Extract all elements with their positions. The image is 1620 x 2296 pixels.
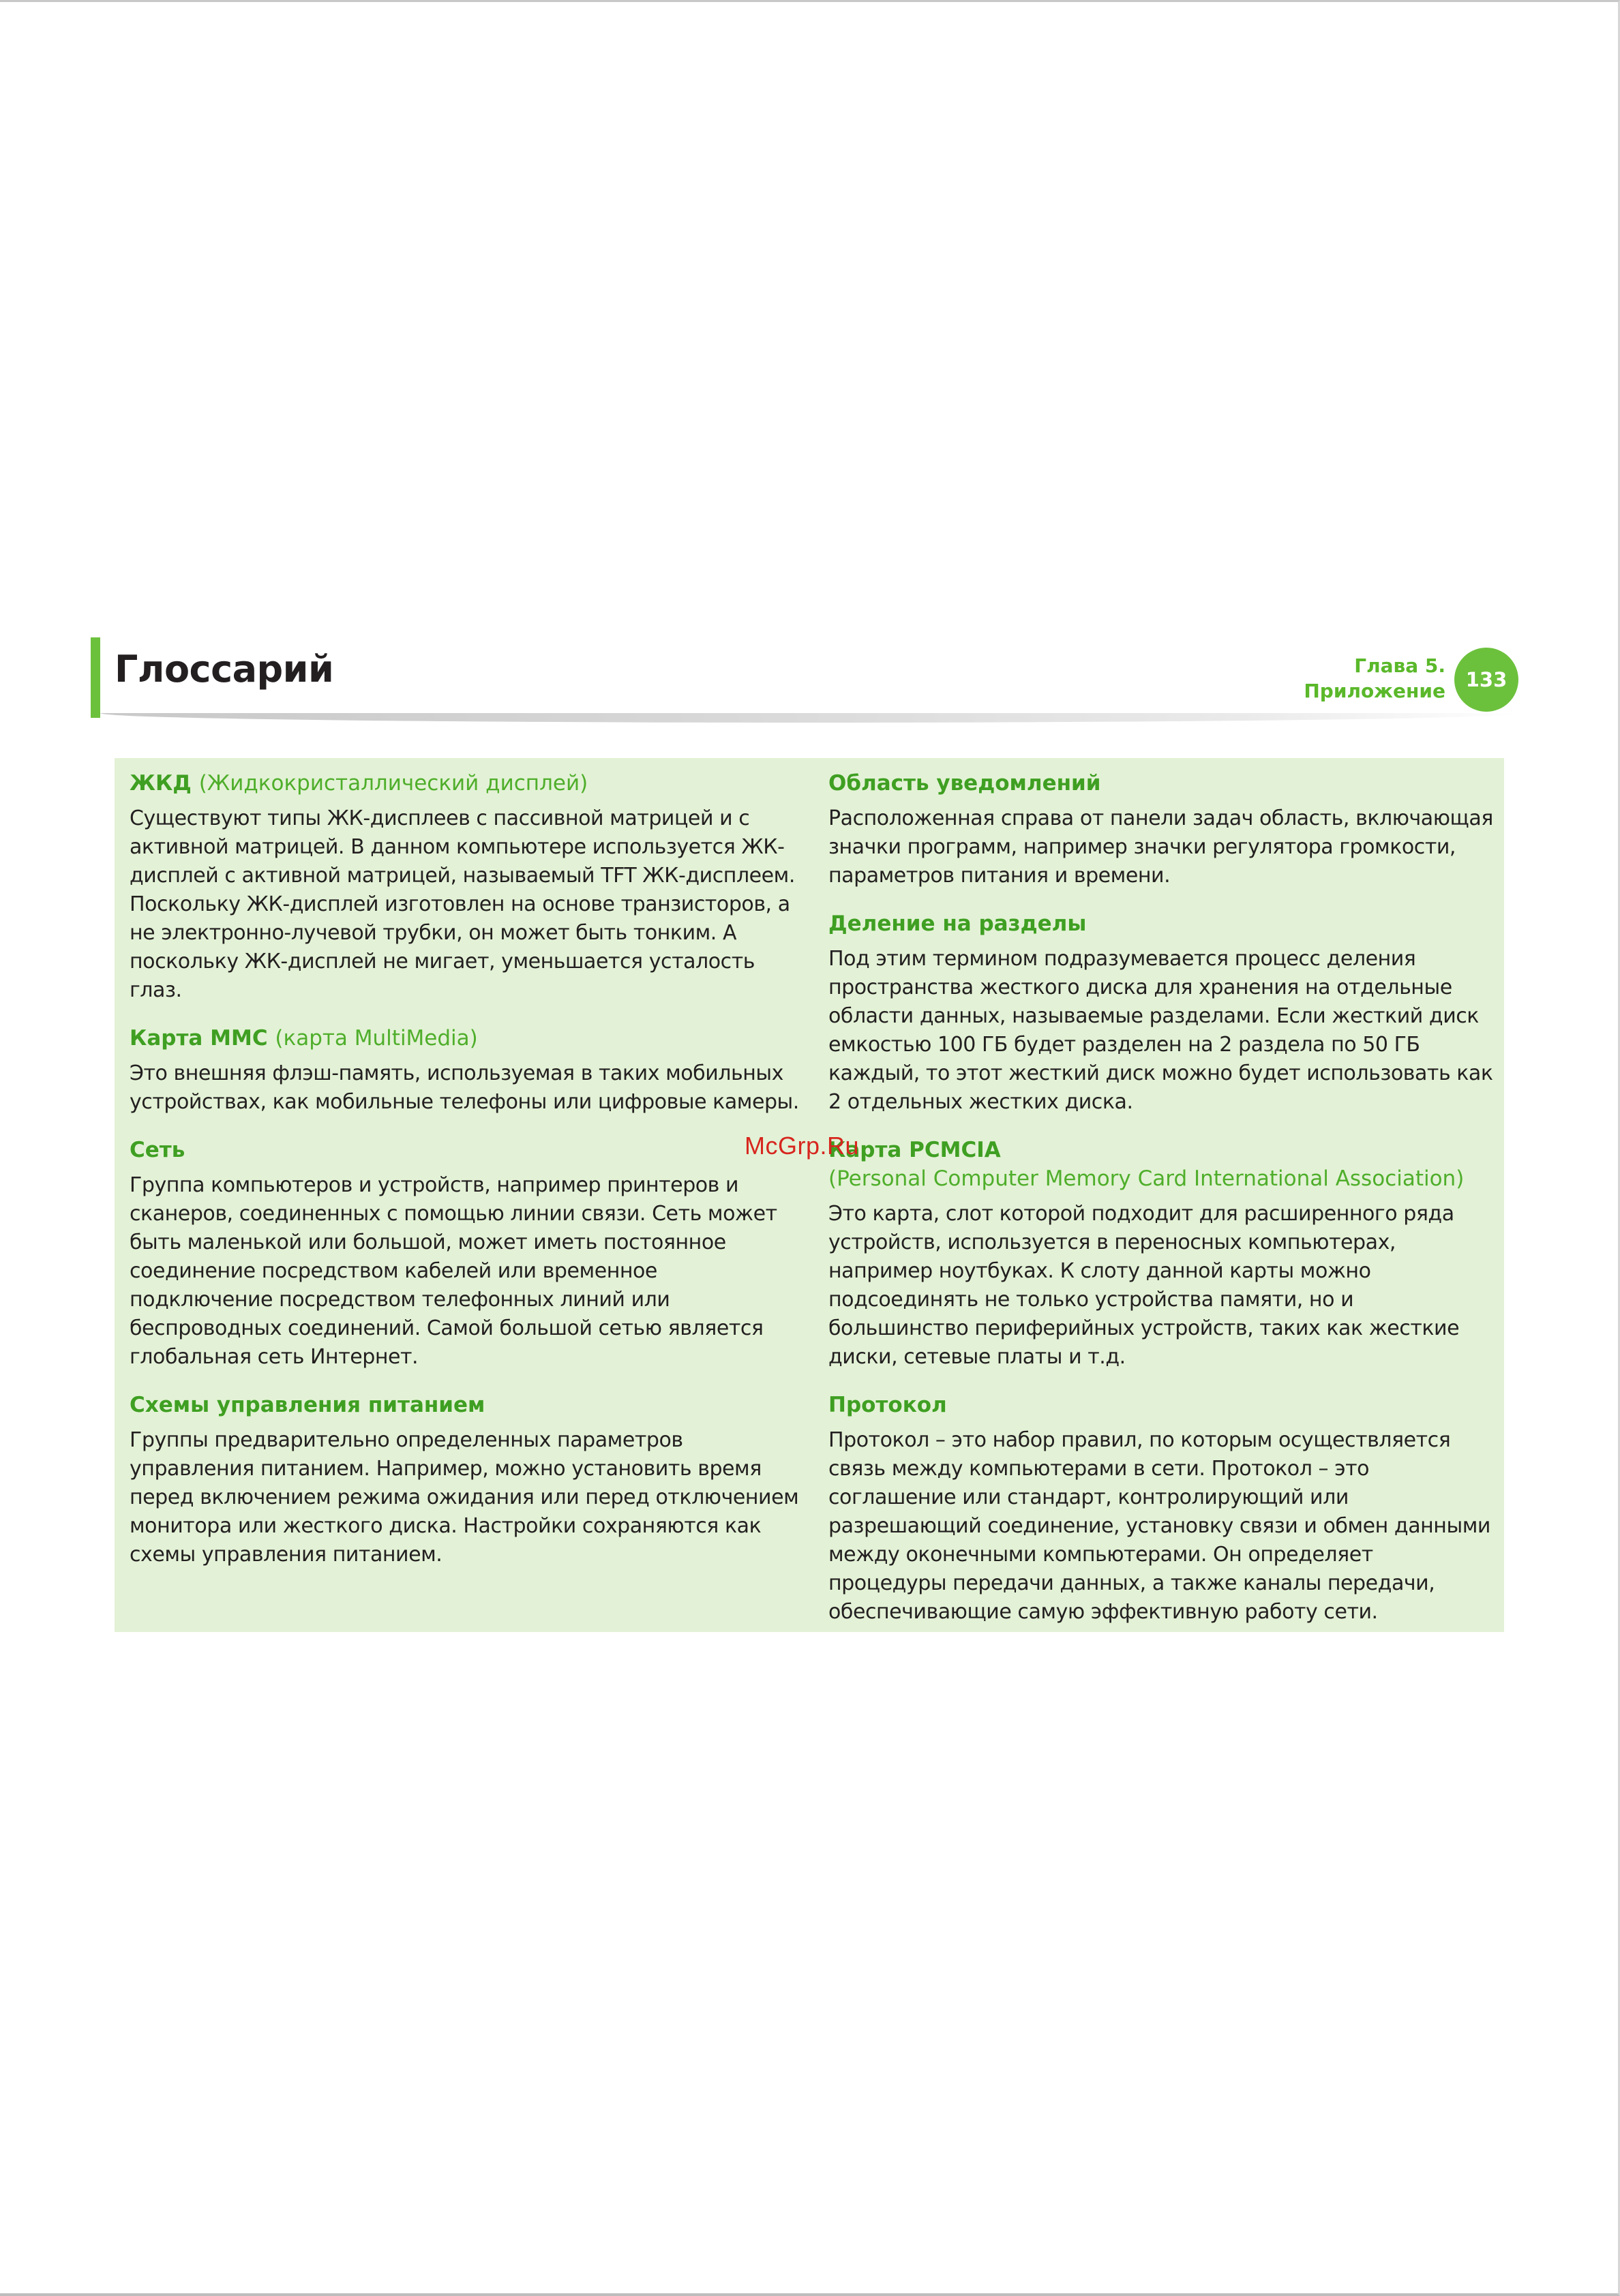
term-name: Сеть xyxy=(130,1138,185,1162)
glossary-entry-pcmcia xyxy=(828,1136,1497,1372)
chapter-number: Глава 5. xyxy=(1354,654,1445,677)
term-name: ЖКД xyxy=(130,771,192,796)
term-definition: Это карта, слот которой подходит для расширенного ряда устройств, используется в переносных компьютерах, например ноутбуках. К слоту данной карты можно подсоединять не только устройства памяти, но и большинство периферийных устройств, таких как жесткие диски, сетевые платы и т.д. xyxy=(828,1202,1460,1369)
term-definition: Под этим термином подразумевается процесс деления пространства жесткого диска для хранения на отдельные области данных, называемые разделами. Если жесткий диск емкостью 100 ГБ будет разделен на 2 раздела по 50 ГБ каждый, то этот жесткий диск можно будет использовать как 2 отдельных жестких диска. xyxy=(828,947,1493,1114)
glossary-entry-protocol xyxy=(828,1391,1497,1627)
term-heading xyxy=(130,1391,805,1419)
term-expansion: (карта MultiMedia) xyxy=(275,1026,478,1051)
term-definition: Существуют типы ЖК-дисплеев с пассивной матрицей и с активной матрицей. В данном компьютере используется ЖК-дисплей с активной матрицей, называемый TFT ЖК-дисплеем. Поскольку ЖК-дисплей изготовлен на основе транзисторов, а не электронно-лучевой трубки, он может быть тонким. А поскольку ЖК-дисплей не мигает, уменьшается усталость глаз. xyxy=(130,806,795,1002)
glossary-entry-power-schemes xyxy=(130,1391,805,1569)
term-heading xyxy=(828,1391,1497,1419)
glossary-entry-lcd xyxy=(130,769,805,1005)
glossary-entry-notification-area xyxy=(828,769,1497,890)
glossary-entry-network xyxy=(130,1136,805,1372)
term-heading xyxy=(130,769,805,798)
watermark-text: McGrp.Ru xyxy=(745,1132,860,1160)
term-definition: Протокол – это набор правил, по которым осуществляется связь между компьютерами в сети. Протокол – это соглашение или стандарт, контролирующий или разрешающий соединение, установку связи и обмен данными между оконечными компьютерами. Он определяет процедуры передачи данных, а также каналы передачи, обеспечивающие самую эффективную работу сети. xyxy=(828,1428,1490,1624)
glossary-entry-mmc xyxy=(130,1024,805,1117)
term-definition: Это внешняя флэш-память, используемая в таких мобильных устройствах, как мобильные телефоны или цифровые камеры. xyxy=(130,1061,799,1114)
term-name: Область уведомлений xyxy=(828,771,1101,796)
term-name: Схемы управления питанием xyxy=(130,1393,485,1417)
term-name: Карта MMC xyxy=(130,1026,268,1051)
glossary-column-right xyxy=(828,769,1497,1646)
term-heading xyxy=(828,769,1497,798)
term-name: Карта PCMCIA xyxy=(828,1138,1001,1162)
page-title: Глоссарий xyxy=(115,648,334,691)
page-number-badge: 133 xyxy=(1454,648,1518,712)
term-name: Деление на разделы xyxy=(828,911,1087,936)
chapter-label xyxy=(1304,653,1445,704)
term-expansion: (Personal Computer Memory Card International Association) xyxy=(828,1166,1465,1191)
term-definition: Группа компьютеров и устройств, например принтеров и сканеров, соединенных с помощью линии связи. Сеть может быть маленькой или большой, может иметь постоянное соединение посредством кабелей или временное подключение посредством телефонных линий или беспроводных соединений. Самой большой сетью является глобальная сеть Интернет. xyxy=(130,1173,777,1369)
term-definition: Группы предварительно определенных параметров управления питанием. Например, можно установить время перед включением режима ожидания или перед отключением монитора или жесткого диска. Настройки сохраняются как схемы управления питанием. xyxy=(130,1428,799,1567)
term-heading xyxy=(828,909,1497,938)
header-accent-bar xyxy=(91,637,100,718)
term-name: Протокол xyxy=(828,1393,947,1417)
glossary-entry-partitioning xyxy=(828,909,1497,1117)
term-heading xyxy=(130,1136,805,1164)
term-heading xyxy=(130,1024,805,1053)
glossary-column-left xyxy=(130,769,805,1588)
term-expansion: (Жидкокристаллический дисплей) xyxy=(198,771,588,796)
chapter-name: Приложение xyxy=(1304,680,1445,702)
term-definition: Расположенная справа от панели задач область, включающая значки программ, например значки регулятора громкости, параметров питания и времени. xyxy=(828,806,1493,888)
term-heading xyxy=(828,1136,1497,1193)
